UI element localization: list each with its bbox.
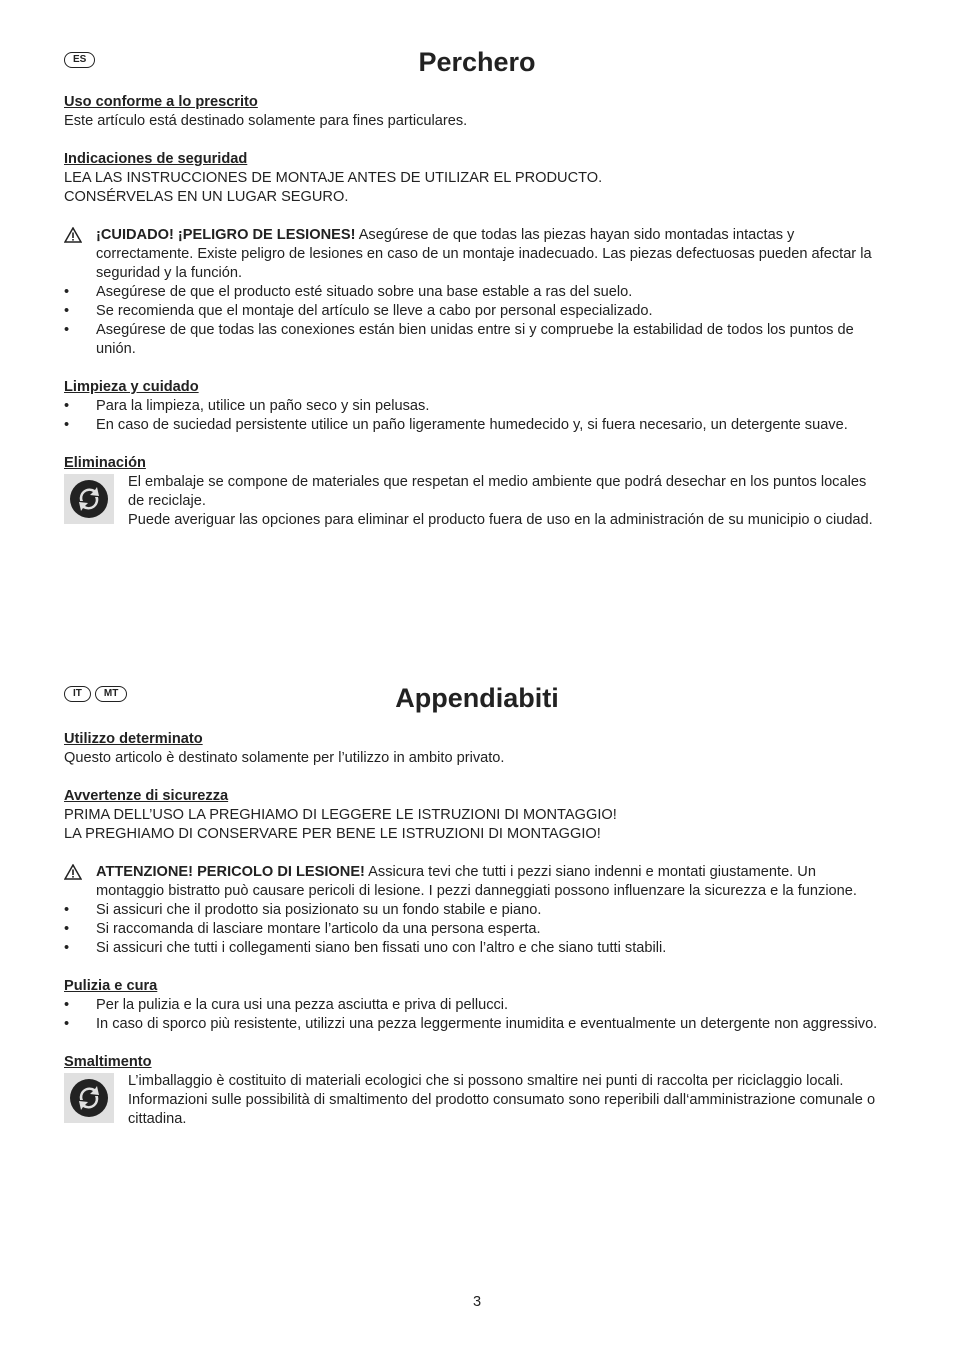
list-item: • En caso de suciedad persistente utilice un paño ligeramente humedecido y, si fuera necesario, un detergente suave. (64, 417, 848, 433)
warning-body-it: Assicura tevi che tutti i pezzi siano indenni e montati giustamente. Un montaggio bistratto può causare pericoli di lesione. I pezzi danneggiati possono influenzare la sicurezza e la funzione. (96, 864, 857, 899)
warning-triangle-icon (64, 226, 96, 283)
page-title-it: Appendiabiti (395, 683, 559, 713)
list-item: • Asegúrese de que el producto esté situado sobre una base estable a ras del suelo. (64, 284, 633, 300)
warning-bold-it: ATTENZIONE! PERICOLO DI LESIONE! (96, 864, 365, 880)
section-es (64, 93, 886, 530)
warning-triangle-icon (64, 863, 96, 901)
use-text-it: Questo articolo è destinato solamente per l’utilizzo in ambito privato. (64, 750, 505, 766)
heading-care-es: Limpieza y cuidado (64, 379, 199, 395)
heading-safety-it: Avvertenze di sicurezza (64, 788, 229, 804)
safety-line2-it: LA PREGHIAMO DI CONSERVARE PER BENE LE ISTRUZIONI DI MONTAGGIO! (64, 826, 601, 842)
list-item: • Per la pulizia e la cura usi una pezza asciutta e priva di pellucci. (64, 997, 509, 1013)
list-item: • Si assicuri che il prodotto sia posizionato su un fondo stabile e piano. (64, 902, 542, 918)
green-dot-recycle-icon (64, 1073, 114, 1123)
disposal-p1-it: L’imballaggio è costituito di materiali ecologici che si possono smaltire nei punti di raccolta per riciclaggio locali. (128, 1073, 844, 1089)
disposal-p2-es: Puede averiguar las opciones para eliminar el producto fuera de uso en la administración de su municipio o ciudad. (128, 512, 873, 528)
warning-block-it (64, 863, 886, 901)
heading-disposal-es: Eliminación (64, 455, 146, 471)
disposal-p2-it: Informazioni sulle possibilità di smaltimento del prodotto consumato sono reperibili dall‘amministrazione comunale o cittadina. (128, 1092, 876, 1127)
green-dot-recycle-icon (64, 474, 114, 524)
use-text-es: Este artículo está destinado solamente para fines particulares. (64, 113, 468, 129)
list-item: • In caso di sporco più resistente, utilizzi una pezza leggermente inumidita e eventualmente un detergente non aggressivo. (64, 1016, 878, 1032)
warning-text-es (96, 226, 886, 283)
warning-text-it (96, 863, 886, 901)
section-it (64, 730, 886, 1129)
warning-bold-es: ¡CUIDADO! ¡PELIGRO DE LESIONES! (96, 227, 356, 243)
heading-use-es: Uso conforme a lo prescrito (64, 94, 258, 110)
list-item: • Se recomienda que el montaje del artículo se lleve a cabo por personal especializado. (64, 303, 653, 319)
language-badge-mt: MT (95, 686, 127, 702)
safety-line2-es: CONSÉRVELAS EN UN LUGAR SEGURO. (64, 189, 349, 205)
heading-safety-es: Indicaciones de seguridad (64, 151, 248, 167)
disposal-p1-es: El embalaje se compone de materiales que respetan el medio ambiente que podrá desechar en los puntos locales de reciclaje. (128, 474, 867, 509)
list-item: • Asegúrese de que todas las conexiones están bien unidas entre si y compruebe la estabilidad de todos los puntos de unión. (64, 322, 854, 357)
heading-care-it: Pulizia e cura (64, 978, 158, 994)
heading-use-it: Utilizzo determinato (64, 731, 203, 747)
disposal-block-it (64, 1072, 886, 1129)
language-badge-es: ES (64, 52, 95, 68)
list-item: • Si raccomanda di lasciare montare l’articolo da una persona esperta. (64, 921, 541, 937)
warning-block-es (64, 226, 886, 283)
heading-disposal-it: Smaltimento (64, 1054, 152, 1070)
list-item: • Para la limpieza, utilice un paño seco y sin pelusas. (64, 398, 430, 414)
disposal-block-es (64, 473, 886, 530)
safety-line1-it: PRIMA DELL’USO LA PREGHIAMO DI LEGGERE LE ISTRUZIONI DI MONTAGGIO! (64, 807, 617, 823)
language-badge-it: IT (64, 686, 91, 702)
warning-body-es: Asegúrese de que todas las piezas hayan sido montadas intactas y correctamente. Existe peligro de lesiones en caso de un montaje inadecuado. Las piezas defectuosas pueden afectar la seguridad y la función. (96, 227, 872, 281)
page-number: 3 (472, 1294, 482, 1310)
list-item: • Si assicuri che tutti i collegamenti siano ben fissati uno con l’altro e che siano tutti stabili. (64, 940, 667, 956)
safety-line1-es: LEA LAS INSTRUCCIONES DE MONTAJE ANTES DE UTILIZAR EL PRODUCTO. (64, 170, 603, 186)
page-title-es: Perchero (418, 47, 536, 77)
